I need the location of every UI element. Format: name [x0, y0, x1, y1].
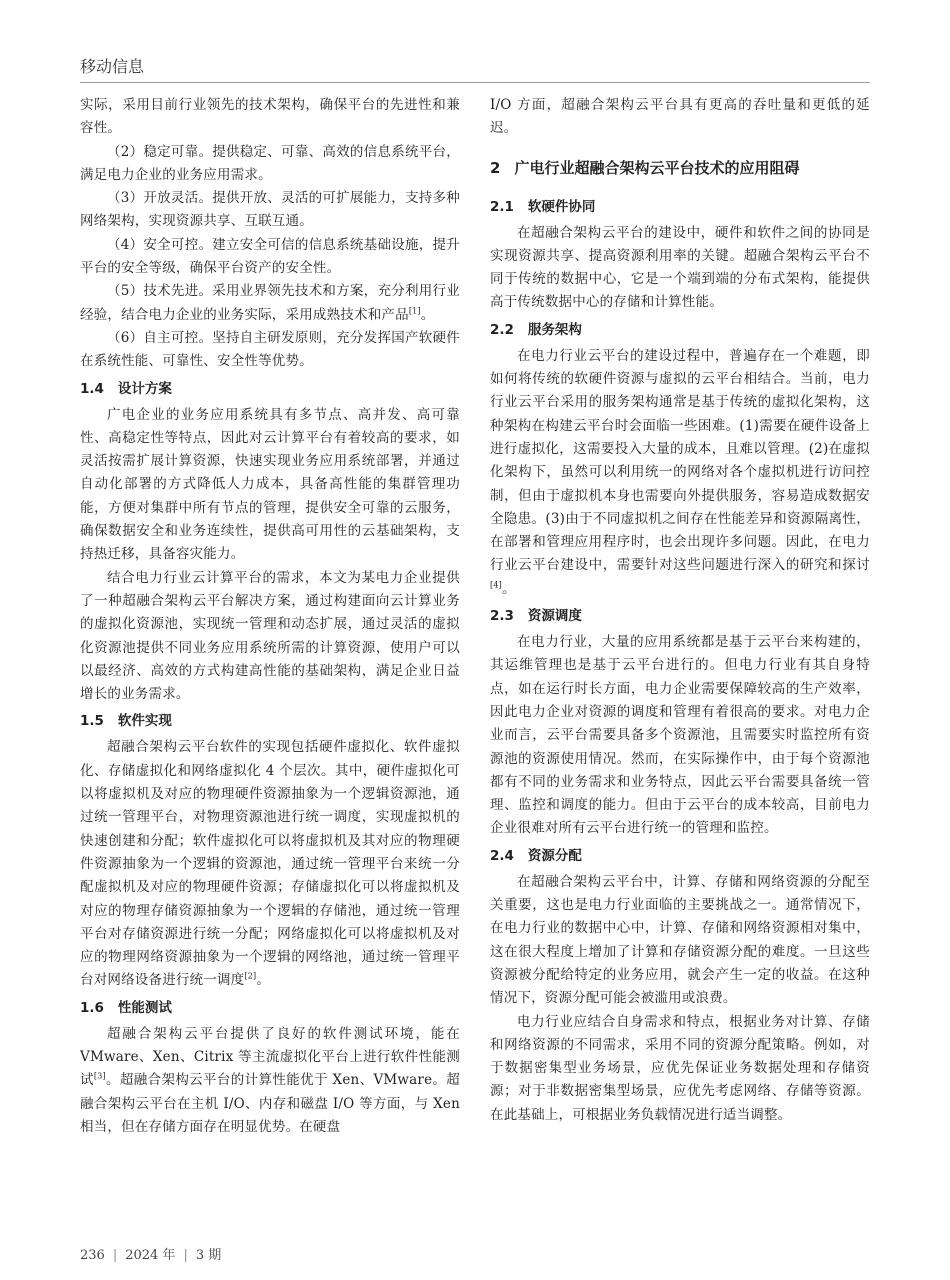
citation: [2] — [244, 971, 257, 981]
left-column — [80, 94, 460, 1139]
paragraph-text: （5）技术先进。采用业界领先技术和方案，充分利用行业经验，结合电力企业的业务实际，采用成熟技术和产品 — [80, 283, 460, 323]
section-title: 资源调度 — [527, 608, 582, 625]
paragraph: （6）自主可控。坚持自主研发原则，充分发挥国产软硬件在系统性能、可靠性、安全性等优势。 — [80, 329, 460, 370]
citation: [3] — [93, 1071, 106, 1081]
paragraph-end: 。 — [256, 972, 271, 989]
section-title: 性能测试 — [117, 999, 172, 1016]
paragraph-text: 在电力行业云平台的建设过程中，普遍存在一个难题，即如何将传统的软硬件资源与虚拟的云平台相结合。当前，电力行业云平台采用的服务架构通常是基于传统的虚拟化架构，这种架构在构建云平台时会面临一些困难。(1)需要在硬件设备上进行虚拟化，这需要投入大量的成本，且难以管理。(2)在虚拟化架构下，虽然可以利用统一的网络对各个虚拟机进行访问控制，但由于虚拟机本身也需要向外提供服务，容易造成数据安全隐患。(3)由于不同虚拟机之间存在性能差异和资源隔离性，在部署和管理应用程序时，也会出现许多问题。因此，在电力行业云平台建设中，需要针对这些问题进行深入的研究和探讨 — [490, 347, 870, 574]
footer-separator: | — [183, 1248, 188, 1263]
section-title: 设计方案 — [117, 380, 172, 397]
section-number: 2.4 — [490, 847, 514, 864]
chapter-heading — [490, 155, 870, 181]
paragraph — [490, 345, 870, 601]
section-number: 2.1 — [490, 198, 514, 215]
paragraph: 实际，采用目前行业领先的技术架构，确保平台的先进性和兼容性。 — [80, 97, 460, 137]
paragraph: 广电企业的业务应用系统具有多节点、高并发、高可靠性、高稳定性等特点，因此对云计算平台有着较高的要求，如灵活按需扩展计算资源，快速实现业务应用系统部署，并通过自动化部署的方式降低人力成本，具备高性能的集群管理功能，方便对集群中所有节点的管理，提供安全可靠的云服务，确保数据安全和业务连续性，提供高可用性的云基础架构，支持热迁移，具备容灾能力。 — [80, 406, 460, 563]
journal-name: 移动信息 — [80, 57, 145, 76]
chapter-title: 广电行业超融合架构云平台技术的应用阻碍 — [514, 158, 800, 177]
page-footer — [80, 1244, 221, 1263]
section-title: 资源分配 — [527, 847, 582, 864]
section-title: 软件实现 — [117, 713, 172, 730]
section-number: 2.2 — [490, 321, 514, 338]
paragraph-text: 。超融合架构云平台的计算性能优于 Xen、VMware。超融合架构云平台在主机 I/O、内存和磁盘 I/O 等方面，与 Xen 相当，但在存储方面存在明显优势。在硬盘 — [80, 1072, 460, 1135]
section-heading — [80, 377, 460, 401]
section-title: 服务架构 — [527, 321, 582, 338]
paragraph — [80, 736, 460, 992]
paragraph — [80, 280, 460, 327]
section-number: 1.5 — [80, 713, 104, 730]
right-column — [490, 94, 870, 1127]
paragraph: 在电力行业，大量的应用系统都是基于云平台来构建的，其运维管理也是基于云平台进行的。但电力行业有其自身特点，如在运行时长方面，电力企业需要保障较高的生产效率，因此电力企业对资源的调度和管理有着很高的要求。对电力企业而言，云平台需要具备多个资源池，且需要实时监控所有资源池的资源使用情况。然而，在实际操作中，由于每个资源池都有不同的业务需求和业务特点，因此云平台需要具备统一管理、监控和调度的能力。但由于云平台的成本较高，目前电力企业很难对所有云平台进行统一的管理和监控。 — [490, 634, 870, 837]
paragraph: （3）开放灵活。提供开放、灵活的可扩展能力，支持多种网络架构，实现资源共享、互联互通。 — [80, 190, 460, 230]
section-heading — [80, 709, 460, 733]
section-heading — [490, 195, 870, 219]
footer-separator: | — [112, 1248, 118, 1263]
section-number: 2.3 — [490, 608, 514, 625]
paragraph-text: 超融合架构云平台提供了良好的软件测试环境，能在 VMware、Xen、Citrix 等主流虚拟化平台上进行软件性能测试 — [80, 1025, 460, 1089]
paragraph-end: 。 — [501, 580, 516, 597]
chapter-number: 2 — [490, 158, 501, 177]
paragraph: 在超融合架构云平台的建设中，硬件和软件之间的协同是实现资源共享、提高资源利用率的关键。超融合架构云平台不同于传统的数据中心，它是一个端到端的分布式架构，能提供高于传统数据中心的存储和计算性能。 — [490, 224, 870, 311]
paragraph: 电力行业应结合自身需求和特点，根据业务对计算、存储和网络资源的不同需求，采用不同的资源分配策略。例如，对于数据密集型业务场景，应优先保证业务数据处理和存储资源；对于非数据密集型场景，应优先考虑网络、存储等资源。在此基础上，可根据业务负载情况进行适当调整。 — [490, 1013, 870, 1123]
paragraph: 在超融合架构云平台中，计算、存储和网络资源的分配至关重要，这也是电力行业面临的主要挑战之一。通常情况下，在电力行业的数据中心中，计算、存储和网络资源相对集中，这在很大程度上增加了计算和存储资源分配的难度。一旦这些资源被分配给特定的业务应用，就会产生一定的收益。在这种情况下，资源分配可能会被滥用或浪费。 — [490, 873, 870, 1007]
paragraph-end: 。 — [420, 306, 435, 323]
citation: [4] — [490, 580, 502, 590]
section-heading — [490, 844, 870, 868]
section-title: 软硬件协同 — [527, 198, 596, 215]
issue-number: 3 期 — [195, 1248, 222, 1263]
page-header — [80, 50, 870, 83]
section-heading — [490, 318, 870, 342]
section-heading — [490, 604, 870, 628]
section-number: 1.6 — [80, 999, 104, 1016]
publication-year: 2024 年 — [125, 1248, 176, 1263]
citation: [1] — [408, 306, 421, 316]
paragraph: （2）稳定可靠。提供稳定、可靠、高效的信息系统平台，满足电力企业的业务应用需求。 — [80, 143, 460, 183]
paragraph: I/O 方面，超融合架构云平台具有更高的吞吐量和更低的延迟。 — [490, 97, 870, 137]
section-heading — [80, 996, 460, 1020]
paragraph — [80, 1023, 460, 1139]
section-number: 1.4 — [80, 380, 104, 397]
paragraph: 结合电力行业云计算平台的需求，本文为某电力企业提供了一种超融合架构云平台解决方案，通过构建面向云计算业务的虚拟化资源池，实现统一管理和动态扩展，通过灵活的虚拟化资源池提供不同业务应用系统所需的计算资源，使用户可以以最经济、高效的方式构建高性能的基础架构，满足企业日益增长的业务需求。 — [80, 569, 460, 703]
paragraph: （4）安全可控。建立安全可信的信息系统基础设施，提升平台的安全等级，确保平台资产的安全性。 — [80, 236, 460, 277]
page-number: 236 — [80, 1248, 105, 1263]
paragraph-text: 超融合架构云平台软件的实现包括硬件虚拟化、软件虚拟化、存储虚拟化和网络虚拟化 4 个层次。其中，硬件虚拟化可以将虚拟机及对应的物理硬件资源抽象为一个逻辑资源池，通过统一管理平台，对物理资源池进行统一调度，实现虚拟机的快速创建和分配；软件虚拟化可以将虚拟机及其对应的物理硬件资源抽象为一个逻辑的资源池，通过统一管理平台来统一分配虚拟机及对应的物理硬件资源；存储虚拟化可以将虚拟机及对应的物理存储资源抽象为一个逻辑的存储池，通过统一管理平台对存储资源进行统一分配；网络虚拟化可以将虚拟机及对应的物理网络资源抽象为一个逻辑的网络池，通过统一管理平台对网络设备进行统一调度 — [80, 739, 460, 989]
